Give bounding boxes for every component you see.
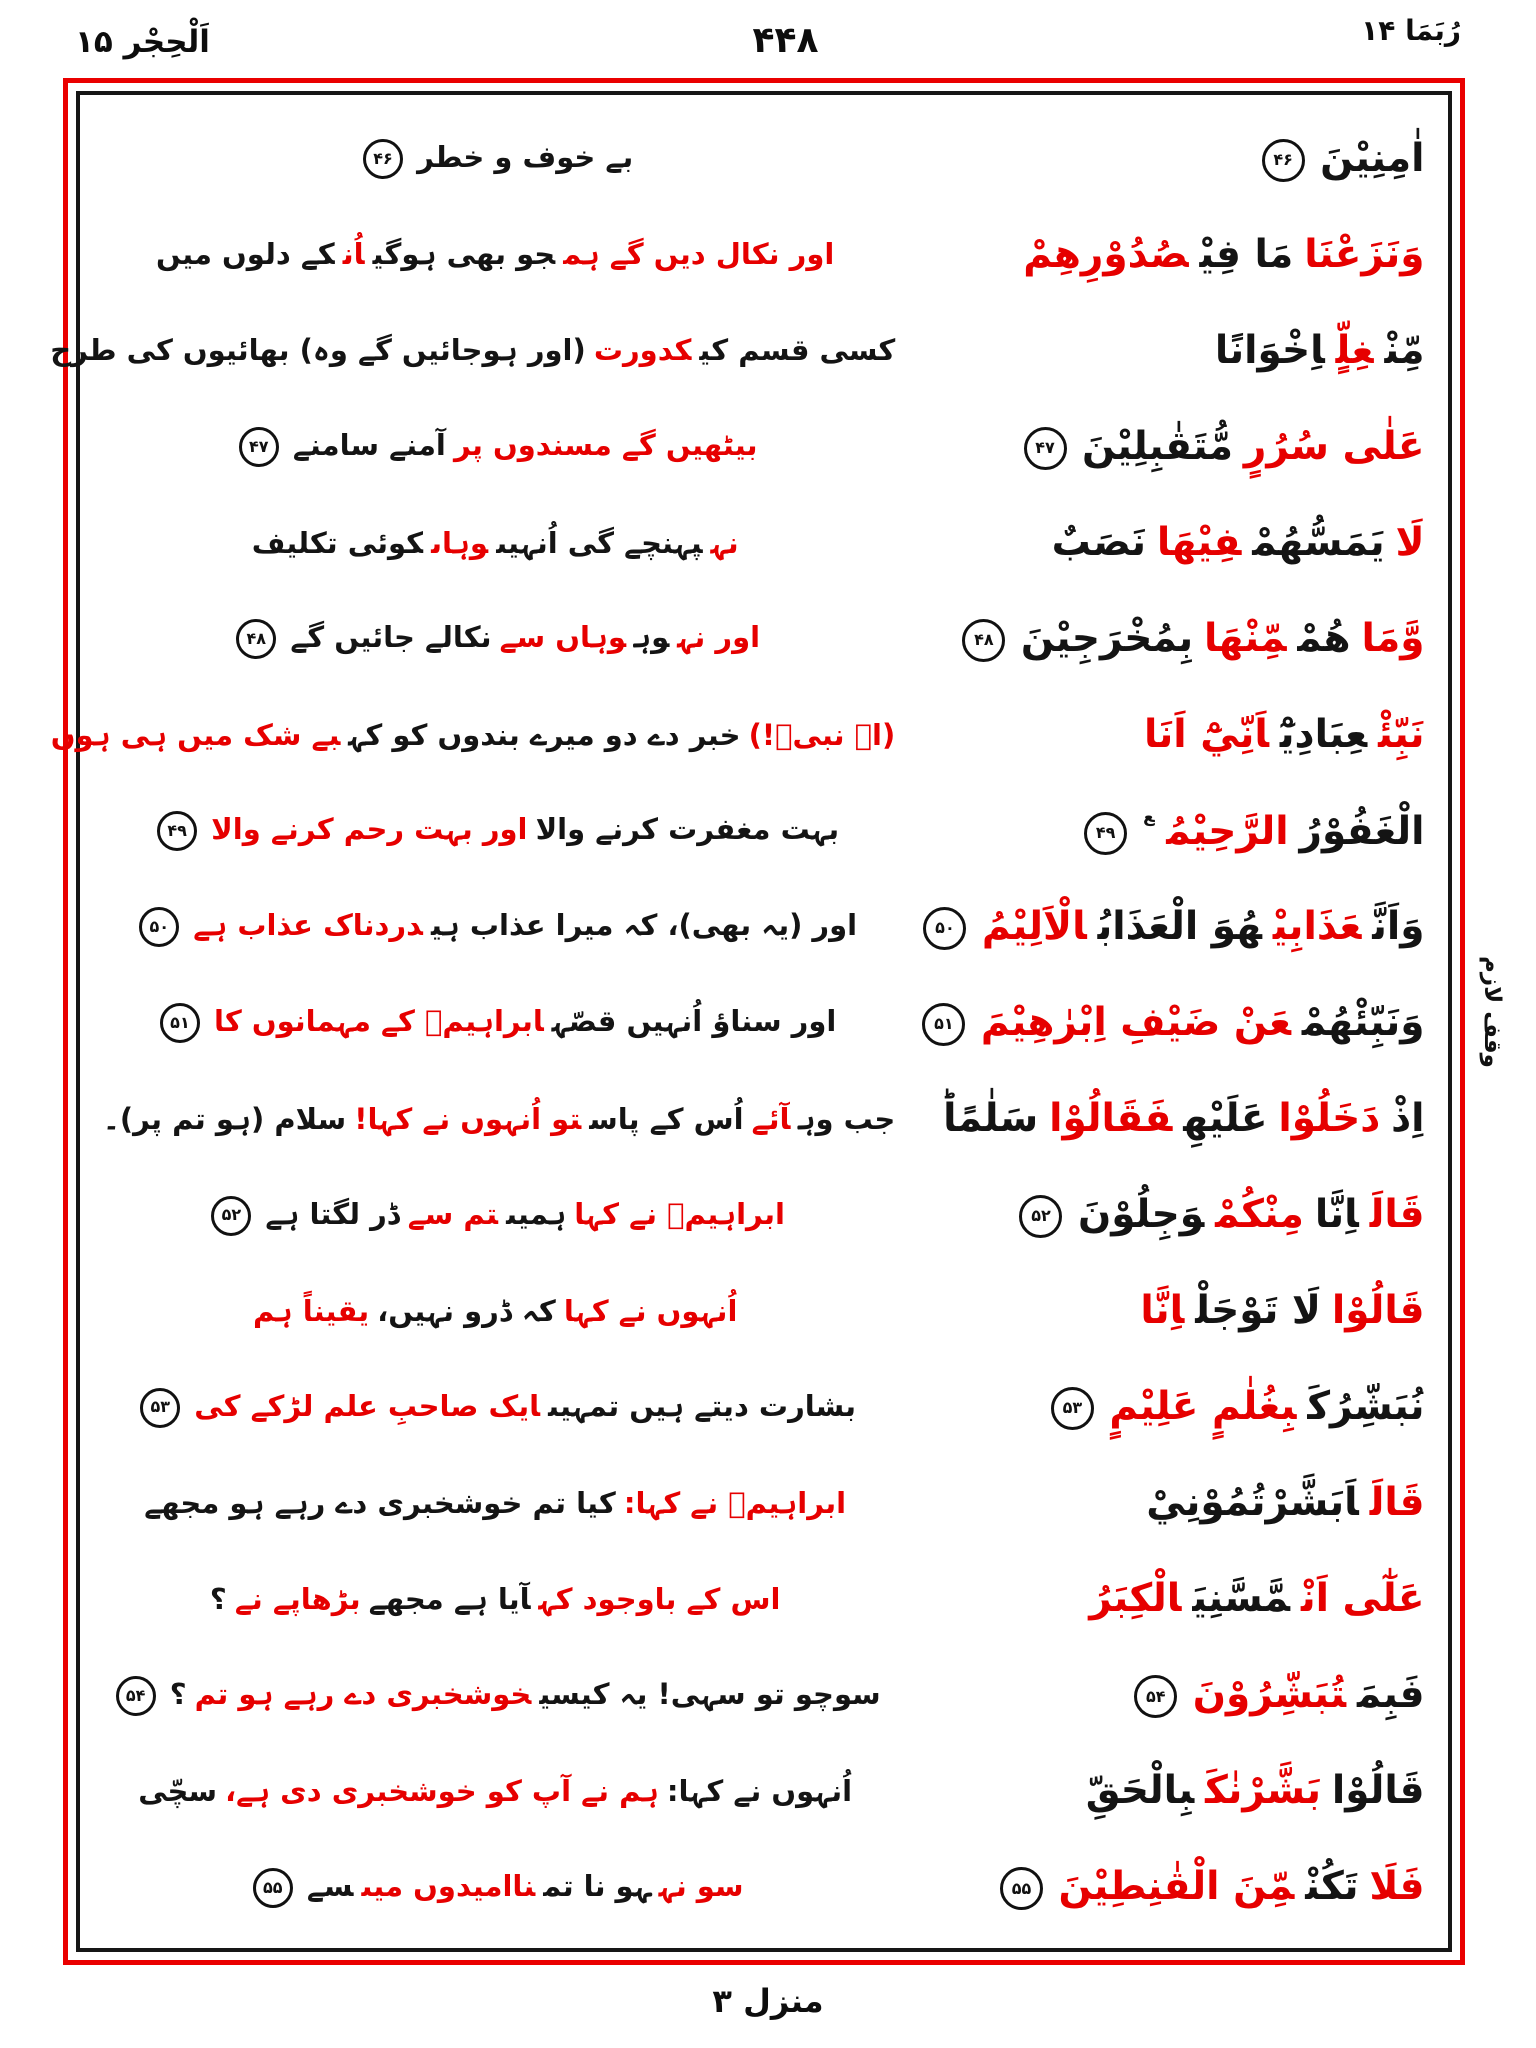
juz-name: رُبَمَا ۱۴ <box>1361 14 1461 47</box>
arabic-text-segment: بِمُخْرَجِيْنَ <box>1020 615 1194 661</box>
ayah-number-badge: ۴۸ <box>962 619 1005 662</box>
ayah-number-badge: ۵۰ <box>139 907 179 947</box>
urdu-text-segment: سوچو تو سہی! یہ کیسی <box>539 1676 881 1711</box>
arabic-text-segment: اِذْ <box>1391 1096 1425 1142</box>
ayah-number-badge: ۵۴ <box>116 1676 156 1716</box>
urdu-text-segment: خوشخبری دے رہے ہو تم <box>194 1676 532 1711</box>
arabic-text-segment: بِغُلٰمٍ عَلِيْمٍ <box>1109 1384 1297 1430</box>
urdu-text-segment: اور سناؤ اُنہیں قصّہ <box>551 1004 837 1039</box>
arabic-text-segment: فَلَا <box>1369 1864 1425 1910</box>
ayah-number-badge: ۵۳ <box>140 1388 180 1428</box>
urdu-translation-line <box>90 1295 886 1328</box>
urdu-text-segment: اور بہت رحم کرنے والا <box>211 812 528 847</box>
arabic-text-segment: اِخْوَانًا <box>1214 327 1325 373</box>
urdu-text-segment: سلام (ہو تم پر)۔ <box>102 1101 347 1136</box>
arabic-verse-line <box>886 1769 1438 1814</box>
urdu-translation-line <box>90 1676 886 1716</box>
page-header <box>63 14 1465 74</box>
verse-row <box>50 687 1438 783</box>
urdu-text-segment: جب وہ <box>798 1101 896 1136</box>
verse-row <box>90 1840 1438 1936</box>
arabic-text-segment: مِّنْهَا <box>1204 615 1287 661</box>
urdu-text-segment: ناامیدوں میں <box>361 1868 536 1903</box>
arabic-verse-line <box>886 1577 1438 1622</box>
verse-row <box>90 495 1438 591</box>
arabic-text-segment: مَّسَّنِيَ <box>1192 1576 1291 1622</box>
arabic-text-segment: مُّتَقٰبِلِيْنَ <box>1081 423 1233 469</box>
urdu-text-segment: آمنے سامنے <box>292 428 446 463</box>
verse-row <box>90 1456 1438 1552</box>
verse-row <box>90 975 1438 1071</box>
arabic-text-segment: قَالُوْا <box>1331 1288 1425 1334</box>
ayah-number-badge: ۵۴ <box>1134 1675 1177 1718</box>
ayah-number-badge: ۵۵ <box>253 1868 293 1908</box>
urdu-translation-line <box>90 1003 886 1043</box>
arabic-verse-line <box>886 905 1438 950</box>
arabic-text-segment: اِنَّا <box>1140 1288 1185 1334</box>
arabic-verse-line <box>899 1097 1438 1142</box>
arabic-text-segment: هُوَ الْعَذَابُ <box>1097 903 1262 949</box>
verse-row <box>90 783 1438 879</box>
urdu-text-segment: اور نہ <box>677 620 761 655</box>
ayah-number-badge: ۵۲ <box>211 1196 251 1236</box>
urdu-text-segment: وہاں <box>431 525 489 560</box>
arabic-text-segment: اَبَشَّرْتُمُوْنِيْ <box>1146 1480 1359 1526</box>
urdu-translation-line <box>90 1775 886 1808</box>
urdu-translation-line <box>90 619 886 659</box>
urdu-text-segment: وہاں سے <box>499 620 627 655</box>
urdu-translation-line <box>90 1868 886 1908</box>
arabic-text-segment: الْغَفُوْرُ <box>1299 808 1425 854</box>
arabic-verse-line <box>886 1481 1438 1526</box>
urdu-text-segment: (اور ہوجائیں گے وہ) بھائیوں کی طرح <box>50 333 586 368</box>
urdu-text-segment: آیا ہے مجھے <box>368 1582 531 1617</box>
urdu-text-segment: اُنہوں نے کہا <box>563 1293 738 1328</box>
urdu-translation-line <box>90 1196 886 1236</box>
arabic-verse-line <box>886 1865 1438 1910</box>
arabic-text-segment: وَنَبِّئْهُمْ <box>1301 999 1425 1045</box>
arabic-text-segment: عَذَابِيْ <box>1272 903 1362 949</box>
verse-row <box>90 207 1438 303</box>
page-border-frame <box>50 78 1465 1965</box>
surah-name: اَلْحِجْر ۱۵ <box>75 24 210 60</box>
verse-row <box>90 111 1438 207</box>
urdu-translation-line <box>50 717 899 752</box>
arabic-text-segment: اَنِّيْٓ اَنَا <box>1144 711 1269 757</box>
urdu-text-segment: نہ <box>710 525 739 560</box>
verse-row <box>90 1744 1438 1840</box>
ruku-marker: ع <box>1143 806 1155 827</box>
page-number: ۴۴۸ <box>752 20 819 61</box>
urdu-text-segment: سچّی <box>138 1774 217 1809</box>
arabic-verse-line <box>886 425 1438 470</box>
arabic-text-segment: بَشَّرْنٰكَ <box>1205 1768 1321 1814</box>
arabic-verse-line <box>899 329 1438 374</box>
arabic-verse-line <box>886 1193 1438 1238</box>
urdu-text-segment: وہ <box>634 620 670 655</box>
arabic-text-segment: عِبَادِيْٓ <box>1279 711 1368 757</box>
ayah-number-badge: ۵۰ <box>923 907 966 950</box>
urdu-text-segment: کدورت <box>593 333 692 368</box>
verse-row <box>90 1264 1438 1360</box>
urdu-text-segment: اس کے باوجود کہ <box>538 1582 781 1617</box>
verses-container <box>50 91 1452 1952</box>
urdu-text-segment: کسی قسم کی <box>699 333 896 368</box>
urdu-translation-line <box>50 333 899 368</box>
urdu-text-segment: یقیناً ہم <box>252 1293 370 1328</box>
arabic-text-segment: سَلٰمًاؕ <box>943 1096 1039 1142</box>
urdu-text-segment: نکالے جائیں گے <box>290 620 492 655</box>
urdu-translation-line <box>90 907 886 947</box>
verse-row <box>90 879 1438 975</box>
arabic-text-segment: وَاَنَّ <box>1372 903 1425 949</box>
arabic-verse-line <box>886 137 1438 182</box>
urdu-text-segment: اُنہوں نے کہا: <box>666 1774 853 1809</box>
urdu-text-segment: ہو نا تم <box>543 1868 651 1903</box>
verse-row <box>90 1168 1438 1264</box>
arabic-verse-line <box>886 521 1438 566</box>
urdu-text-segment: کیا تم خوشخبری دے رہے ہو مجھے <box>144 1486 616 1520</box>
verse-row <box>90 399 1438 495</box>
urdu-text-segment: سو نہ <box>658 1868 744 1903</box>
urdu-translation-line <box>90 1388 886 1428</box>
urdu-text-segment: ہم نے آپ کو خوشخبری دی ہے، <box>225 1774 659 1809</box>
arabic-text-segment: مِّنْ <box>1384 327 1425 373</box>
urdu-text-segment: سے <box>306 1868 354 1903</box>
arabic-text-segment: تَكُنْ <box>1305 1864 1359 1910</box>
arabic-text-segment: دَخَلُوْا <box>1278 1096 1381 1142</box>
urdu-text-segment: اور (یہ بھی)، کہ میرا عذاب ہی <box>430 908 858 943</box>
verse-row <box>90 1360 1438 1456</box>
urdu-translation-line <box>90 427 886 467</box>
verse-row <box>90 591 1438 687</box>
urdu-text-segment: کے دلوں میں <box>156 237 335 272</box>
urdu-translation-line <box>90 238 886 271</box>
arabic-text-segment: لَا تَوْجَلْ <box>1195 1288 1321 1334</box>
ayah-number-badge: ۵۱ <box>922 1003 965 1046</box>
arabic-verse-line <box>886 1001 1438 1046</box>
urdu-text-segment: ڈر لگتا ہے <box>265 1196 400 1231</box>
urdu-text-segment: جو بھی ہوگی <box>372 237 556 272</box>
arabic-text-segment: فِيْهَا <box>1156 519 1242 565</box>
urdu-text-segment: بے خوف و خطر <box>417 140 634 175</box>
urdu-text-segment: پہنچے گی اُنہیں <box>496 525 703 560</box>
urdu-text-segment: کہ ڈرو نہیں، <box>377 1293 556 1328</box>
ayah-number-badge: ۵۲ <box>1019 1195 1062 1238</box>
arabic-text-segment: فَبِمَ <box>1356 1672 1425 1718</box>
arabic-text-segment: قَالَ <box>1369 1192 1425 1238</box>
arabic-text-segment: هُمْ <box>1297 615 1351 661</box>
urdu-text-segment: ہمیں <box>506 1196 567 1231</box>
arabic-text-segment: عَلٰى سُرُرٍ <box>1243 423 1425 469</box>
urdu-text-segment: دردناک عذاب ہے <box>193 908 423 943</box>
arabic-text-segment: بِالْحَقِّ <box>1085 1768 1195 1814</box>
verse-row <box>90 1552 1438 1648</box>
arabic-text-segment: نَصَبٌ <box>1051 519 1147 565</box>
arabic-text-segment: عَلٰٓى اَنْ <box>1300 1576 1425 1622</box>
ayah-number-badge: ۴۶ <box>363 139 403 179</box>
urdu-text-segment: اُن <box>342 237 365 272</box>
arabic-verse-line <box>886 233 1438 278</box>
arabic-text-segment: وَّمَا <box>1361 615 1425 661</box>
arabic-text-segment: عَلَيْهِ <box>1183 1096 1268 1142</box>
ayah-number-badge: ۵۵ <box>1000 1867 1043 1910</box>
urdu-translation-line <box>90 1583 886 1616</box>
arabic-text-segment: وَجِلُوْنَ <box>1077 1192 1205 1238</box>
arabic-text-segment: اِنَّا <box>1314 1192 1359 1238</box>
urdu-text-segment: ایک صاحبِ علم لڑکے کی <box>194 1388 541 1423</box>
urdu-text-segment: بشارت دیتے ہیں تمہیں <box>548 1388 857 1423</box>
arabic-text-segment: نَبِّئْ <box>1378 711 1425 757</box>
ayah-number-badge: ۵۱ <box>160 1003 200 1043</box>
arabic-text-segment: غِلٍّ <box>1335 327 1374 373</box>
urdu-text-segment: تم سے <box>407 1196 498 1231</box>
arabic-text-segment: مِّنَ الْقٰنِطِيْنَ <box>1058 1864 1295 1910</box>
verse-row <box>90 1648 1438 1744</box>
arabic-verse-line <box>899 713 1438 758</box>
urdu-translation-line <box>90 1487 886 1520</box>
urdu-translation-line <box>90 139 886 179</box>
urdu-translation-line <box>90 527 886 560</box>
urdu-text-segment: بے شک میں ہی ہوں <box>50 717 341 752</box>
margin-note-waqf-lazim: وقف لازم <box>1479 956 1505 1068</box>
ayah-number-badge: ۴۷ <box>239 427 279 467</box>
ayah-number-badge: ۴۸ <box>236 619 276 659</box>
urdu-text-segment: خبر دے دو میرے بندوں کو کہ <box>348 717 741 752</box>
arabic-text-segment: قَالَ <box>1369 1480 1425 1526</box>
arabic-text-segment: لَا <box>1395 519 1425 565</box>
arabic-verse-line <box>886 1673 1438 1718</box>
urdu-text-segment: ؟ <box>209 1582 227 1617</box>
urdu-text-segment: بڑھاپے نے <box>234 1582 361 1617</box>
verse-row <box>50 303 1438 399</box>
arabic-verse-line <box>886 808 1438 855</box>
urdu-text-segment: ابراہیمؑ کے مہمانوں کا <box>213 1004 544 1039</box>
arabic-text-segment: الرَّحِيْمُ <box>1166 808 1289 854</box>
manzil-footer: منزل ۳ <box>712 1982 824 2020</box>
urdu-text-segment: ابراہیمؑ نے کہا <box>574 1196 785 1231</box>
urdu-text-segment: اور نکال دیں گے ہم <box>563 237 835 272</box>
urdu-text-segment: ؟ <box>169 1676 187 1711</box>
urdu-text-segment: ابراہیمؑ نے کہا: <box>623 1486 847 1520</box>
ayah-number-badge: ۴۶ <box>1262 139 1305 182</box>
arabic-text-segment: مَا فِيْ <box>1199 231 1294 277</box>
arabic-text-segment: عَنْ ضَيْفِ اِبْرٰهِيْمَ <box>980 999 1292 1045</box>
arabic-text-segment: نُبَشِّرُكَ <box>1307 1384 1425 1430</box>
urdu-text-segment: آئے <box>751 1101 791 1136</box>
arabic-text-segment: صُدُوْرِهِمْ <box>1023 231 1189 277</box>
arabic-text-segment: قَالُوْا <box>1331 1768 1425 1814</box>
ayah-number-badge: ۵۳ <box>1051 1387 1094 1430</box>
arabic-text-segment: تُبَشِّرُوْنَ <box>1192 1672 1347 1718</box>
urdu-text-segment: بیٹھیں گے مسندوں پر <box>453 428 758 463</box>
arabic-verse-line <box>886 1385 1438 1430</box>
arabic-text-segment: الْاَلِيْمُ <box>981 903 1087 949</box>
ayah-number-badge: ۴۷ <box>1024 427 1067 470</box>
verse-row <box>90 1071 1438 1167</box>
arabic-text-segment: وَنَزَعْنَا <box>1304 231 1425 277</box>
urdu-text-segment: (اے نبیؐ!) <box>748 717 896 752</box>
arabic-verse-line <box>886 617 1438 662</box>
arabic-text-segment: اٰمِنِيْنَ <box>1320 135 1425 181</box>
ayah-number-badge: ۴۹ <box>157 811 197 851</box>
urdu-translation-line <box>90 1103 899 1136</box>
urdu-text-segment: بہت مغفرت کرنے والا <box>535 812 840 847</box>
arabic-text-segment: فَقَالُوْا <box>1049 1096 1173 1142</box>
urdu-text-segment: اُس کے پاس <box>589 1101 744 1136</box>
arabic-text-segment: يَمَسُّهُمْ <box>1252 519 1385 565</box>
urdu-translation-line <box>90 811 886 851</box>
urdu-text-segment: تو اُنہوں نے کہا! <box>354 1101 582 1136</box>
ayah-number-badge: ۴۹ <box>1084 812 1127 855</box>
arabic-verse-line <box>886 1289 1438 1334</box>
arabic-text-segment: الْكِبَرُ <box>1089 1576 1182 1622</box>
arabic-text-segment: مِنْكُمْ <box>1215 1192 1304 1238</box>
urdu-text-segment: کوئی تکلیف <box>251 525 424 560</box>
